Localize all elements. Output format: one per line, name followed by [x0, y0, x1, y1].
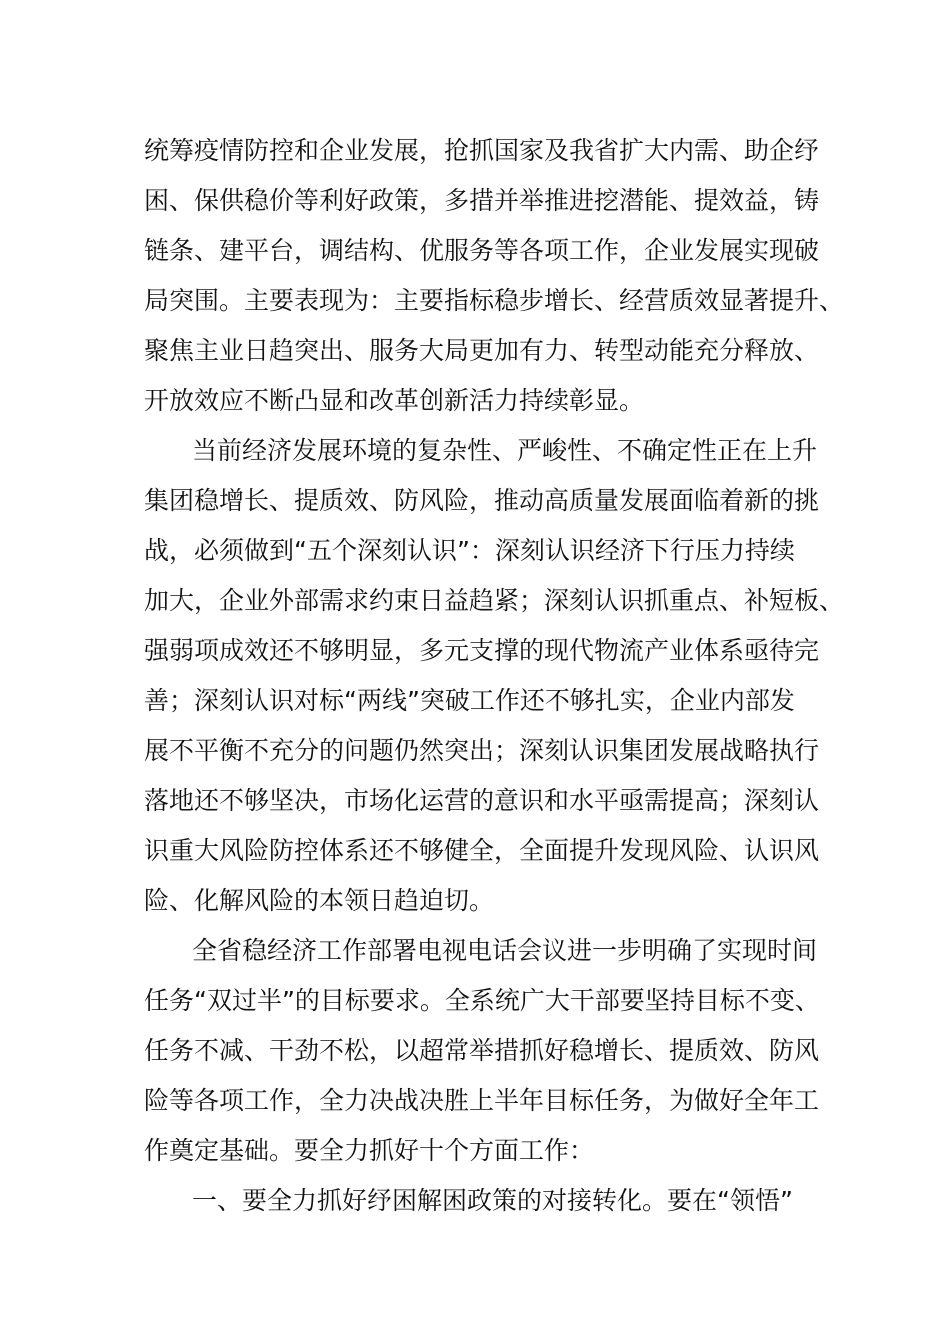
document-body	[144, 126, 845, 1226]
text-line: 开放效应不断凸显和改革创新活力持续彰显。	[144, 386, 645, 415]
text-line: 强弱项成效还不够明显，多元支撑的现代物流产业体系亟待完	[144, 636, 820, 665]
paragraph-3	[144, 926, 824, 1176]
text-line: 险、化解风险的本领日趋迫切。	[144, 886, 495, 915]
text-line: 任务不减、干劲不松，以超常举措抓好稳增长、提质效、防风	[144, 1036, 820, 1065]
text-line: 聚焦主业日趋突出、服务大局更加有力、转型动能充分释放、	[144, 336, 820, 365]
text-line-indented: 当前经济发展环境的复杂性、严峻性、不确定性正在上升	[192, 436, 818, 465]
paragraph-2	[144, 426, 845, 926]
text-line: 险等各项工作，全力决战决胜上半年目标任务，为做好全年工	[144, 1086, 820, 1115]
text-line: 局突围。主要表现为：主要指标稳步增长、经营质效显著提升、	[144, 286, 845, 315]
paragraph-1	[144, 126, 845, 426]
text-line: 善；深刻认识对标“两线”突破工作还不够扎实，企业内部发	[144, 686, 795, 715]
text-line: 展不平衡不充分的问题仍然突出；深刻认识集团发展战略执行	[144, 736, 820, 765]
text-line: 统筹疫情防控和企业发展，抢抓国家及我省扩大内需、助企纾	[144, 136, 820, 165]
text-line-indented: 全省稳经济工作部署电视电话会议进一步明确了实现时间	[192, 936, 818, 965]
text-line: 集团稳增长、提质效、防风险，推动高质量发展面临着新的挑	[144, 486, 820, 515]
paragraph-4	[144, 1176, 824, 1226]
text-line: 加大，企业外部需求约束日益趋紧；深刻认识抓重点、补短板、	[144, 586, 845, 615]
text-line: 落地还不够坚决，市场化运营的意识和水平亟需提高；深刻认	[144, 786, 820, 815]
text-line: 困、保供稳价等利好政策，多措并举推进挖潜能、提效益，铸	[144, 186, 820, 215]
text-line: 识重大风险防控体系还不够健全，全面提升发现风险、认识风	[144, 836, 820, 865]
text-line: 任务“双过半”的目标要求。全系统广大干部要坚持目标不变、	[144, 986, 820, 1015]
text-line: 战，必须做到“五个深刻认识”：深刻认识经济下行压力持续	[144, 536, 795, 565]
text-line: 作奠定基础。要全力抓好十个方面工作：	[144, 1136, 595, 1165]
text-line-indented: 一、要全力抓好纾困解困政策的对接转化。要在“领悟”	[192, 1186, 793, 1215]
text-line: 链条、建平台，调结构、优服务等各项工作，企业发展实现破	[144, 236, 820, 265]
